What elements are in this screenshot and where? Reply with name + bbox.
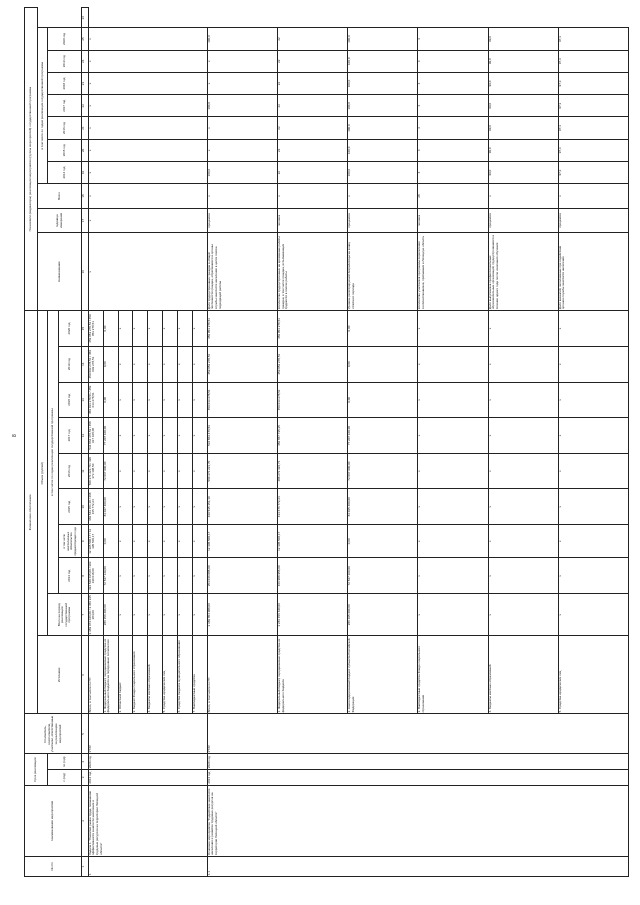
amount-cell: х [118,453,133,489]
hdr-ind-total: Всего [37,184,82,209]
amount-cell: 77 207 100,00 [348,418,418,454]
amount-cell: 459 053 278,51 [207,346,277,382]
amount-cell: х [133,453,148,489]
term-end: 2020 год [207,754,628,770]
source-name: 7. Внебюджетные средства [192,636,207,714]
amount-cell: х [418,382,488,418]
amount-cell: 459 053 278,51 [278,311,348,347]
indicator-value: 4 [418,139,488,161]
row-name: Основное мероприятие "Содействие занятости населения и развитие трудовых ресурсов на территории Липецкой области" [207,785,628,856]
amount-cell: х [192,489,207,525]
hdr-sources: Источники [37,636,82,714]
indicator-value: 4 [418,117,488,139]
amount-cell: х [558,346,628,382]
indicator-value: 100,0 [348,95,418,117]
amount-cell: х [418,311,488,347]
hdr-y2017: 2017 год [59,418,82,454]
indicator-value: х [207,139,277,161]
amount-cell: 459 013 278,51 [207,382,277,418]
amount-cell: х [178,311,193,347]
col-num: 23 [82,72,88,94]
indicator-value: х [88,95,207,117]
amount-cell: х [418,525,488,558]
col-num: 10 [82,489,88,525]
amount-cell: х [118,346,133,382]
amount-cell: х [148,382,163,418]
indicator-value: х [278,184,348,209]
source-name: 1. Федеральный бюджет, передаваемые средства из федерального бюджета на переданные полномочия [103,636,118,714]
amount-cell: х [133,382,148,418]
amount-cell: х [192,594,207,636]
source-name: 3. Внебюджетные средства Фонда социального страхования [418,636,488,714]
amount-cell: 72 067 900,00 [348,453,418,489]
table-row [207,8,277,877]
amount-cell: х [163,489,178,525]
program-table [24,7,629,877]
amount-cell: х [163,418,178,454]
hdr-total-col: Всего на период реализации государственной программы [48,594,82,636]
amount-cell: 488 273 426,71 [278,453,348,489]
indicator-value: х [88,139,207,161]
amount-cell: х [163,453,178,489]
indicator-name: Доля трудоустроенных граждан в общей численности граждан, обратившихся в органы службы занятости населения в целях поиска подходящей работы [207,233,277,311]
indicator-value: 22 [278,72,348,94]
amount-cell: х [178,418,193,454]
indicator-value: 22 [278,117,348,139]
hdr-indicators: Показатели (индикаторы) реализации мероприятия (группы мероприятий) государственной программы [25,8,38,311]
amount-cell: х [418,346,488,382]
indicator-unit: человек [418,208,488,233]
amount-cell: х [192,418,207,454]
amount-cell: 72 547 149,00 [103,558,118,594]
indicator-unit: человек [278,208,348,233]
amount-cell: х [148,311,163,347]
indicator-name: Количество трудоустроенных на временные работы граждан, в том числе граждан, испытывающих трудности в поиске работы [278,233,348,311]
indicator-unit: процентов [348,208,418,233]
row-number: 1 [88,856,207,876]
amount-cell: 72 067 900,00 [103,453,118,489]
amount-cell: х [133,525,148,558]
amount-cell: х [163,594,178,636]
indicator-value: 99,0 [488,161,558,183]
amount-cell: х [118,418,133,454]
col-num: 20 [82,139,88,161]
source-name: 6. Средства бюджета муниципального образования [178,636,193,714]
source-name: 2. Областной бюджет [118,636,133,714]
amount-cell: х [178,453,193,489]
table-row [88,8,103,877]
col-num: 1 [82,856,88,876]
amount-cell: х [163,525,178,558]
amount-cell: 459 053 278,51 / 459 053 278,51 [88,311,103,347]
amount-cell: х [558,382,628,418]
indicator-value: х [488,184,558,209]
indicator-value: х [558,184,628,209]
amount-cell: 534 864 476,53 / 458 917 108,08 [88,418,103,454]
hdr-iy2015: 2015 год [48,139,82,161]
amount-cell: х [133,418,148,454]
indicator-value: 97,3 [558,28,628,50]
source-name: 4. Бюджеты местных образований [488,636,558,714]
indicator-value: 100,0 [348,139,418,161]
col-num: 12 [82,418,88,454]
amount-cell: 286 195 600,00 [348,594,418,636]
indicator-value: х [88,28,207,50]
indicator-value: 100,0 [348,28,418,50]
indicator-value: 97,3 [558,50,628,72]
amount-cell: 0,00 [103,382,118,418]
amount-cell: х [133,489,148,525]
amount-cell: х [118,489,133,525]
indicator-value: 99,0 [488,28,558,50]
amount-cell: х [148,558,163,594]
amount-cell: х [133,311,148,347]
hdr-iy2018: 2018 год [48,72,82,94]
amount-cell: 84 025 400,00 [348,489,418,525]
col-num: 17 [82,208,88,233]
hdr-y2020: 2020 год [59,311,82,347]
indicator-value: 100,0 [207,161,277,183]
indicator-value: 97,3 [558,95,628,117]
amount-cell: х [488,346,558,382]
amount-cell: х [488,594,558,636]
col-num: 3 [82,770,88,786]
amount-cell: х [418,418,488,454]
rotated-page [24,7,629,877]
amount-cell: х [133,594,148,636]
amount-cell: х [558,418,628,454]
hdr-by-year: в том числе по годам реализации государственной программы [48,311,59,594]
row-name: Задача 1. "Развитие рынка труда, повышение эффективности занятости населения и трудовых ресурсов на территории Липецкой области" [88,785,207,856]
amount-cell: х [558,525,628,558]
amount-cell: 534 864 476,53 [207,418,277,454]
source-name: 5. Средства юридических лиц [163,636,178,714]
executor: УТЗУ [88,714,207,754]
term-start: 2014 год [207,770,628,786]
indicator-value: 4 [418,50,488,72]
hdr-ind-unit: Единица измерения [37,208,82,233]
amount-cell: х [418,489,488,525]
amount-cell: х [118,558,133,594]
amount-cell: х [148,594,163,636]
executor: УТЗУ [207,714,628,754]
indicator-value: 97,3 [558,161,628,183]
amount-cell: 3 389 654 988,00 [207,594,277,636]
amount-cell: 0,00 [103,346,118,382]
amount-cell: 72 547 100,00 [348,558,418,594]
amount-cell: 394 548 015,00 / 393 190 018,00 [88,558,103,594]
indicator-value: х [207,117,277,139]
col-num: 11 [82,453,88,489]
amount-cell: 469 535 151,10 [207,489,277,525]
amount-cell: х [418,594,488,636]
amount-cell: 459 657 735,35 [278,418,348,454]
amount-cell: х [192,382,207,418]
source-name: 3. Бюджет Фонда социального страхования [133,636,148,714]
indicator-name: Количество участников программы переселения соотечественников, прибывших в Липецкую область [418,233,488,311]
term-end: 2020 год [88,754,207,770]
amount-cell: х [148,525,163,558]
indicator-value: х [88,184,207,209]
indicator-value: 99,0 [488,95,558,117]
activity-1-1-block [207,8,628,877]
row-number: 1.1 [207,856,628,876]
amount-cell: х [488,453,558,489]
amount-cell: 12 395 506,17 [207,525,277,558]
indicator-value: 99,0 [488,72,558,94]
hdr-term-end: по (год) [48,754,82,770]
amount-cell: 77 207 100,00 [103,418,118,454]
col-num: 7 [82,594,88,636]
col-num: 19 [82,161,88,183]
hdr-y2014: 2014 год [59,558,82,594]
indicator-value: 100,0 [348,72,418,94]
indicator-value: х [207,72,277,94]
source-name: Всего, в том числе по ГП [207,636,277,714]
amount-cell: х [178,558,193,594]
page-number: 8 [12,434,18,437]
source-name: 1. Федеральный бюджет, передаваемые средства из федерального бюджета [278,636,348,714]
amount-cell: х [118,382,133,418]
amount-cell: х [192,558,207,594]
amount-cell: 434 676 772,24 [278,489,348,525]
amount-cell: 3 281 156 640,00 [278,594,348,636]
amount-cell: х [488,311,558,347]
indicator-name: Доля вакансий, заполненных при содействии органов службы занятости населения [558,233,628,311]
amount-cell: х [192,346,207,382]
indicator-value: 100,0 [348,161,418,183]
hdr-y2015: 2015 год [59,489,82,525]
indicator-value: 4 [418,95,488,117]
amount-cell: 459 013 278,51 [278,382,348,418]
col-num: 9 [82,525,88,558]
amount-cell: 12 395 506,17 [278,525,348,558]
term-start: 2014 год [88,770,207,786]
amount-cell: х [418,558,488,594]
hdr-iy2017: 2017 год [48,95,82,117]
col-num: 21 [82,117,88,139]
source-name: 5. Средства юридических лиц [558,636,628,714]
task-1-block [88,8,207,877]
indicator-value: 22 [278,95,348,117]
col-num: 24 [82,50,88,72]
amount-cell: 0,00 [348,382,418,418]
indicator-value: х [88,50,207,72]
amount-cell: 0,00 [103,311,118,347]
indicator-unit: процентов [488,208,558,233]
amount-cell: 354 046 085,00 [207,558,277,594]
indicator-name: Доля выпускников профессиональных образовательных организаций, трудоустроившихся в течение одного года после окончания обучения [488,233,558,311]
indicator-value: х [348,184,418,209]
col-num: 2 [82,785,88,856]
hdr-ind-name: Наименование [37,233,82,311]
indicator-unit: х [88,208,207,233]
indicator-value: 4 [418,161,488,183]
indicator-value: 100,0 [348,117,418,139]
hdr-iy2014: 2014 год [48,161,82,183]
col-num: 22 [82,95,88,117]
hdr-unsec: в том числе неисполненные обязательства предшествующего года [59,525,82,558]
amount-cell: 12 395 506,17 / 12 395 506,17 [88,525,103,558]
amount-cell: х [192,453,207,489]
indicator-value: 22 [278,161,348,183]
amount-cell: х [178,525,193,558]
amount-cell: х [558,489,628,525]
indicator-value: 22 [278,50,348,72]
col-num: 16 [82,233,88,311]
amount-cell: х [488,525,558,558]
amount-cell: 459 053 278,51 [278,346,348,382]
amount-cell: х [178,346,193,382]
indicator-value: х [88,161,207,183]
indicator-value: х [88,117,207,139]
col-num: 5 [82,714,88,754]
amount-cell: х [558,558,628,594]
col-num: 26 [82,8,88,28]
amount-cell: 0,00 [348,311,418,347]
amount-cell: х [148,418,163,454]
indicator-name: Уровень регистрируемой безработицы на конец отчетного периода [348,233,418,311]
amount-cell: х [118,594,133,636]
amount-cell: х [118,311,133,347]
indicator-value: 22 [278,139,348,161]
indicator-value: 97,3 [558,117,628,139]
amount-cell: х [488,489,558,525]
indicator-value: 97,3 [558,139,628,161]
hdr-num: № п/п [25,856,82,876]
amount-cell: х [163,382,178,418]
col-num: 14 [82,346,88,382]
amount-cell: 560 371 221,70 [207,453,277,489]
hdr-y2019: 2019 год [59,346,82,382]
hdr-finance: Финансовое обеспечение [25,311,38,714]
indicator-value: 97,3 [558,72,628,94]
hdr-name: Наименование мероприятия [25,785,82,856]
indicator-value: х [207,50,277,72]
amount-cell: х [178,489,193,525]
amount-cell: х [418,453,488,489]
amount-cell: х [558,594,628,636]
hdr-executor: Сполнитель, соисполнители, участники, ответственные за реализацию мероприятий [25,714,82,754]
amount-cell: х [133,558,148,594]
amount-cell: 0,00 [103,525,118,558]
amount-cell: х [148,453,163,489]
indicator-value: 99,0 [488,139,558,161]
indicator-unit: процентов [558,208,628,233]
hdr-y2016: 2016 год [59,453,82,489]
hdr-ind-by-year: в том числе по годам реализации государственной программы [37,28,48,184]
amount-cell: 3 389 074 046,00 / 3 356 915 284,00 [88,594,103,636]
amount-cell: х [192,525,207,558]
col-num: 15 [82,311,88,347]
amount-cell: х [178,382,193,418]
amount-cell: 459 013 278,51 / 459 013 278,51 [88,382,103,418]
amount-cell: 459 053 278,51 [207,311,277,347]
indicator-value: х [207,184,277,209]
amount-cell: х [163,311,178,347]
amount-cell: х [118,525,133,558]
indicator-value: 22 [278,28,348,50]
col-num: 8 [82,558,88,594]
amount-cell: х [488,382,558,418]
amount-cell: х [148,346,163,382]
source-name: 2. Консолидированный бюджет субъекта Российской Федерации [348,636,418,714]
hdr-iy2019: 2019 год [48,50,82,72]
amount-cell: х [192,311,207,347]
indicator-value: 99,0 [488,117,558,139]
col-num: 18 [82,184,88,209]
indicator-value: 100,0 [348,50,418,72]
amount-cell: 0,00 [348,525,418,558]
indicator-value: 100,0 [207,95,277,117]
hdr-term: Срок реализации [25,754,48,785]
amount-cell: 84 027 400,00 [103,489,118,525]
indicator-value: 28 [418,184,488,209]
col-num: 13 [82,382,88,418]
indicator-value: х [88,72,207,94]
indicator-value: 100,0 [207,28,277,50]
col-num: 6 [82,636,88,714]
amount-cell: 560 371 221,70 / 496 373 108,50 [88,453,103,489]
amount-cell: х [558,453,628,489]
col-num: 25 [82,28,88,50]
amount-cell: х [163,558,178,594]
amount-cell: х [488,418,558,454]
indicator-unit: процентов [207,208,277,233]
amount-cell: 466 988 955,00 [278,558,348,594]
col-num: 4 [82,754,88,770]
hdr-total-rub: Объем (рублей) [37,311,48,636]
indicator-value: 99,0 [488,50,558,72]
amount-cell: 286 156 400,00 [103,594,118,636]
source-name: 4. Бюджеты местных образований [148,636,163,714]
amount-cell: х [148,489,163,525]
amount-cell: х [133,346,148,382]
hdr-iy2016: 2016 год [48,117,82,139]
indicator-value: 4 [418,72,488,94]
source-name: Всего, в том числе по ГП [88,636,103,714]
indicator-value: 4 [418,28,488,50]
indicator-name: х [88,233,207,311]
amount-cell: 459 093 278,51 / 459 093 278,51 [88,346,103,382]
amount-cell: х [178,594,193,636]
amount-cell: 0,00 [348,346,418,382]
amount-cell: х [163,346,178,382]
amount-cell: х [558,311,628,347]
hdr-term-start: с (год) [48,770,82,786]
amount-cell: 469 543 151,10 / 468 165 772,24 [88,489,103,525]
amount-cell: х [488,558,558,594]
hdr-iy2020: 2020 год [48,28,82,50]
hdr-y2018: 2018 год [59,382,82,418]
